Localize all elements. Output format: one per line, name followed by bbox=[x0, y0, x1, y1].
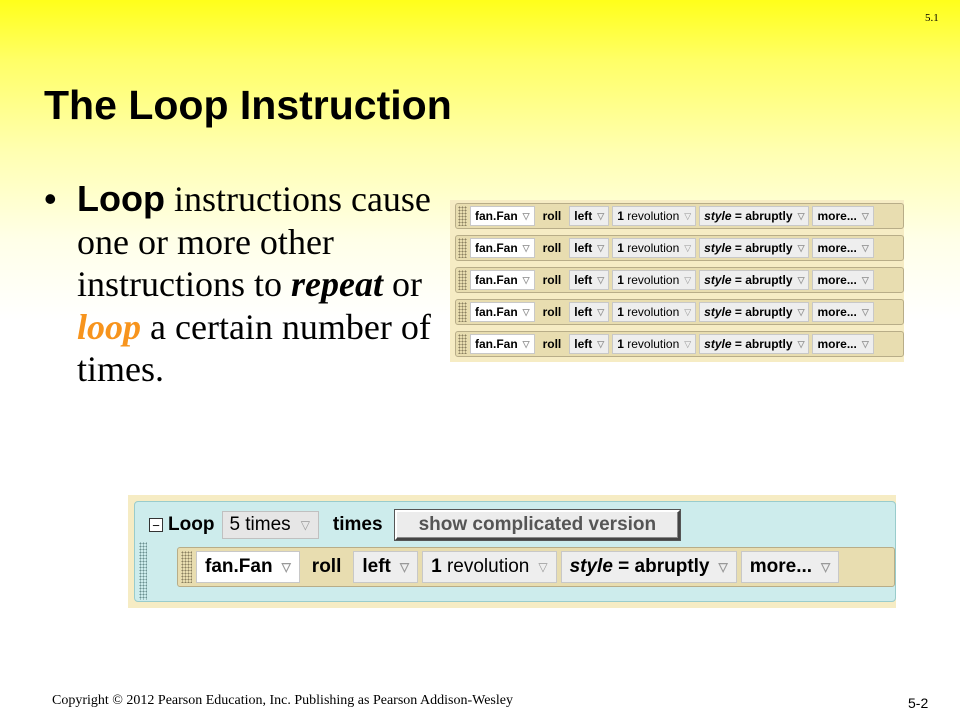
dropdown-arrow-icon: ▽ bbox=[522, 210, 530, 221]
amount-number: 1 bbox=[617, 273, 624, 287]
object-label: fan.Fan bbox=[475, 337, 518, 351]
object-dropdown[interactable] bbox=[470, 334, 535, 354]
bullet-text-part: or bbox=[382, 264, 422, 304]
drag-handle-icon[interactable] bbox=[458, 206, 467, 226]
dropdown-arrow-icon: ▽ bbox=[300, 518, 310, 532]
direction-dropdown[interactable] bbox=[353, 551, 418, 583]
loop-container[interactable] bbox=[134, 501, 896, 602]
style-value: = abruptly bbox=[734, 241, 793, 255]
object-label: fan.Fan bbox=[475, 273, 518, 287]
slide-title bbox=[44, 82, 452, 129]
dropdown-arrow-icon: ▽ bbox=[281, 560, 291, 574]
dropdown-arrow-icon: ▽ bbox=[684, 210, 692, 221]
amount-unit: revolution bbox=[627, 209, 680, 223]
more-dropdown[interactable] bbox=[812, 302, 873, 322]
method-label: roll bbox=[542, 273, 562, 287]
style-dropdown[interactable] bbox=[699, 238, 809, 258]
style-key: style bbox=[704, 241, 732, 255]
loop-body-instruction[interactable] bbox=[177, 547, 895, 587]
dropdown-arrow-icon: ▽ bbox=[399, 560, 410, 574]
style-value: = abruptly bbox=[734, 337, 793, 351]
more-dropdown[interactable] bbox=[741, 551, 840, 583]
dropdown-arrow-icon: ▽ bbox=[797, 210, 805, 221]
bullet-text-part: instructions cause one or more other instructions to bbox=[77, 179, 431, 304]
method-label: roll bbox=[542, 337, 562, 351]
dropdown-arrow-icon: ▽ bbox=[797, 338, 805, 349]
code-row[interactable] bbox=[455, 331, 904, 357]
style-dropdown[interactable] bbox=[699, 334, 809, 354]
dropdown-arrow-icon: ▽ bbox=[861, 306, 869, 317]
show-complicated-version-button[interactable]: show complicated version bbox=[395, 510, 681, 540]
style-dropdown[interactable] bbox=[699, 206, 809, 226]
object-label: fan.Fan bbox=[205, 556, 273, 577]
dropdown-arrow-icon: ▽ bbox=[684, 306, 692, 317]
loop-count-value: 5 times bbox=[229, 514, 291, 535]
dropdown-arrow-icon: ▽ bbox=[718, 560, 728, 574]
method-label: roll bbox=[542, 241, 562, 255]
loop-header bbox=[149, 510, 680, 540]
code-row[interactable] bbox=[455, 267, 904, 293]
amount-dropdown[interactable] bbox=[422, 551, 556, 583]
method-label: roll bbox=[542, 209, 562, 223]
times-label: times bbox=[332, 514, 383, 535]
bullet-keyword: Loop bbox=[77, 178, 165, 219]
dropdown-arrow-icon: ▽ bbox=[597, 338, 605, 349]
more-dropdown[interactable] bbox=[812, 270, 873, 290]
amount-unit: revolution bbox=[627, 241, 680, 255]
dropdown-arrow-icon: ▽ bbox=[522, 306, 530, 317]
title-bold-word: Loop bbox=[128, 82, 229, 128]
drag-handle-icon[interactable] bbox=[458, 270, 467, 290]
code-row[interactable] bbox=[455, 299, 904, 325]
object-dropdown[interactable] bbox=[470, 206, 535, 226]
direction-label: left bbox=[574, 305, 593, 319]
amount-number: 1 bbox=[431, 556, 442, 577]
dropdown-arrow-icon: ▽ bbox=[522, 338, 530, 349]
loop-block bbox=[128, 495, 896, 608]
drag-handle-icon[interactable] bbox=[458, 302, 467, 322]
dropdown-arrow-icon: ▽ bbox=[861, 274, 869, 285]
amount-dropdown[interactable] bbox=[612, 206, 696, 226]
amount-unit: revolution bbox=[627, 337, 680, 351]
style-value: = abruptly bbox=[734, 209, 793, 223]
amount-number: 1 bbox=[617, 305, 624, 319]
page-number: 5-2 bbox=[908, 695, 929, 711]
amount-number: 1 bbox=[617, 209, 624, 223]
loop-count-dropdown[interactable] bbox=[222, 511, 318, 539]
style-key: style bbox=[704, 209, 732, 223]
more-dropdown[interactable] bbox=[812, 238, 873, 258]
title-prefix: The bbox=[44, 82, 117, 128]
dropdown-arrow-icon: ▽ bbox=[522, 274, 530, 285]
style-dropdown[interactable] bbox=[699, 270, 809, 290]
direction-dropdown[interactable] bbox=[569, 206, 609, 226]
amount-unit: revolution bbox=[627, 273, 680, 287]
bullet-emphasis-loop: loop bbox=[77, 306, 142, 347]
collapse-icon[interactable]: − bbox=[149, 518, 163, 532]
style-key: style bbox=[704, 305, 732, 319]
more-label: more... bbox=[817, 305, 857, 319]
object-dropdown[interactable] bbox=[470, 238, 535, 258]
dropdown-arrow-icon: ▽ bbox=[797, 274, 805, 285]
direction-label: left bbox=[574, 273, 593, 287]
direction-dropdown[interactable] bbox=[569, 270, 609, 290]
drag-handle-icon[interactable] bbox=[181, 551, 192, 583]
direction-dropdown[interactable] bbox=[569, 302, 609, 322]
dropdown-arrow-icon: ▽ bbox=[861, 338, 869, 349]
object-dropdown[interactable] bbox=[196, 551, 300, 583]
bullet-emphasis-repeat: repeat bbox=[291, 264, 383, 304]
dropdown-arrow-icon: ▽ bbox=[597, 242, 605, 253]
more-label: more... bbox=[817, 337, 857, 351]
object-dropdown[interactable] bbox=[470, 270, 535, 290]
more-label: more... bbox=[749, 556, 813, 577]
repeated-instructions-stack bbox=[450, 200, 904, 362]
more-dropdown[interactable] bbox=[812, 206, 873, 226]
style-key: style bbox=[569, 556, 613, 577]
amount-unit: revolution bbox=[446, 556, 530, 577]
amount-dropdown[interactable] bbox=[612, 270, 696, 290]
code-row[interactable] bbox=[455, 203, 904, 229]
title-suffix: Instruction bbox=[239, 82, 452, 128]
style-key: style bbox=[704, 337, 732, 351]
dropdown-arrow-icon: ▽ bbox=[861, 242, 869, 253]
dropdown-arrow-icon: ▽ bbox=[597, 210, 605, 221]
direction-label: left bbox=[574, 241, 593, 255]
style-dropdown[interactable] bbox=[561, 551, 737, 583]
bullet-text-part: a certain number of times. bbox=[77, 306, 431, 389]
more-label: more... bbox=[817, 273, 857, 287]
more-label: more... bbox=[817, 209, 857, 223]
direction-dropdown[interactable] bbox=[569, 334, 609, 354]
object-label: fan.Fan bbox=[475, 241, 518, 255]
code-row[interactable] bbox=[455, 235, 904, 261]
dropdown-arrow-icon: ▽ bbox=[684, 338, 692, 349]
amount-unit: revolution bbox=[627, 305, 680, 319]
drag-handle-icon[interactable] bbox=[139, 542, 147, 600]
amount-number: 1 bbox=[617, 337, 624, 351]
dropdown-arrow-icon: ▽ bbox=[597, 306, 605, 317]
dropdown-arrow-icon: ▽ bbox=[597, 274, 605, 285]
amount-dropdown[interactable] bbox=[612, 302, 696, 322]
loop-label: Loop bbox=[168, 514, 215, 535]
object-dropdown[interactable] bbox=[470, 302, 535, 322]
amount-dropdown[interactable] bbox=[612, 238, 696, 258]
dropdown-arrow-icon: ▽ bbox=[522, 242, 530, 253]
dropdown-arrow-icon: ▽ bbox=[797, 242, 805, 253]
copyright-footer: Copyright © 2012 Pearson Education, Inc. Publishing as Pearson Addison-Wesley bbox=[52, 693, 513, 708]
dropdown-arrow-icon: ▽ bbox=[861, 210, 869, 221]
more-dropdown[interactable] bbox=[812, 334, 873, 354]
dropdown-arrow-icon: ▽ bbox=[797, 306, 805, 317]
dropdown-arrow-icon: ▽ bbox=[684, 274, 692, 285]
direction-label: left bbox=[362, 556, 391, 577]
direction-label: left bbox=[574, 209, 593, 223]
direction-label: left bbox=[574, 337, 593, 351]
method-label: roll bbox=[542, 305, 562, 319]
drag-handle-icon[interactable] bbox=[458, 238, 467, 258]
dropdown-arrow-icon: ▽ bbox=[684, 242, 692, 253]
amount-number: 1 bbox=[617, 241, 624, 255]
style-value: = abruptly bbox=[734, 305, 793, 319]
object-label: fan.Fan bbox=[475, 209, 518, 223]
bullet-list bbox=[44, 178, 434, 391]
object-label: fan.Fan bbox=[475, 305, 518, 319]
drag-handle-icon[interactable] bbox=[458, 334, 467, 354]
style-dropdown[interactable] bbox=[699, 302, 809, 322]
more-label: more... bbox=[817, 241, 857, 255]
direction-dropdown[interactable] bbox=[569, 238, 609, 258]
bullet-text bbox=[77, 178, 434, 391]
dropdown-arrow-icon: ▽ bbox=[821, 560, 831, 574]
bullet-dot-icon: • bbox=[44, 178, 57, 219]
style-value: = abruptly bbox=[734, 273, 793, 287]
method-label: roll bbox=[311, 556, 342, 577]
dropdown-arrow-icon: ▽ bbox=[538, 560, 548, 574]
style-key: style bbox=[704, 273, 732, 287]
slide-number: 5.1 bbox=[925, 12, 939, 24]
amount-dropdown[interactable] bbox=[612, 334, 696, 354]
style-value: = abruptly bbox=[618, 556, 710, 577]
